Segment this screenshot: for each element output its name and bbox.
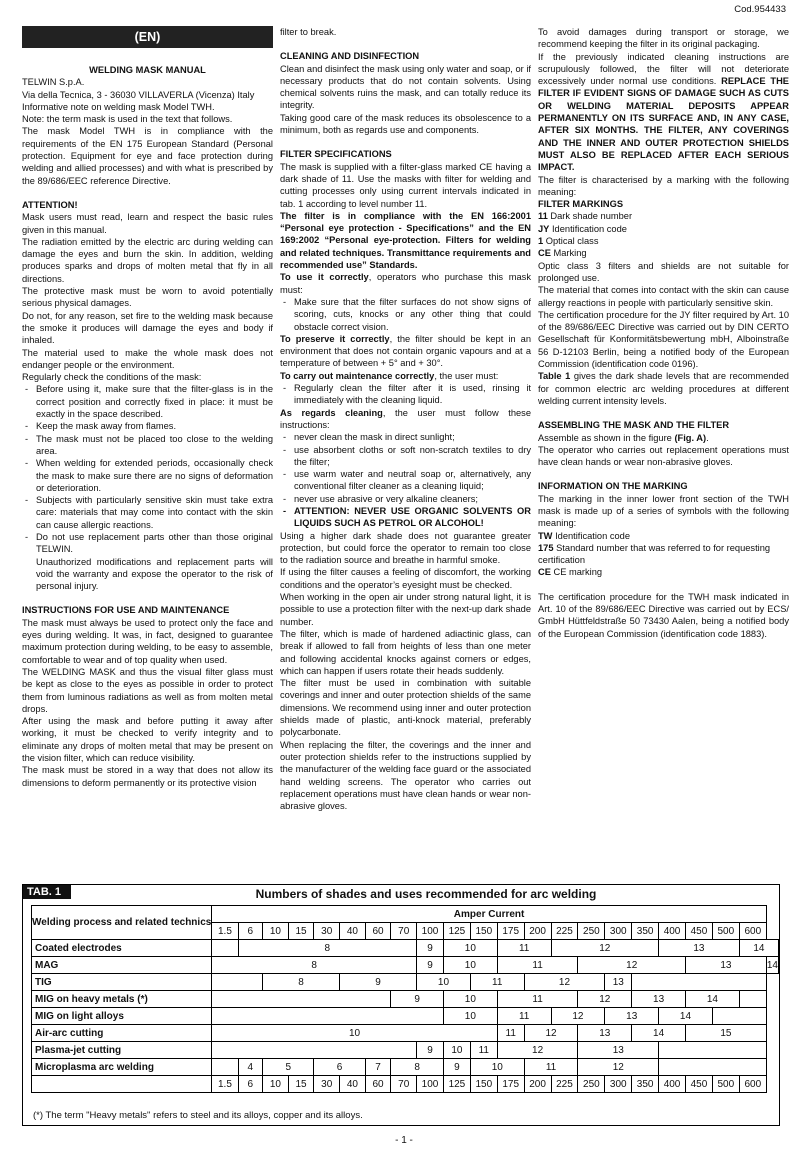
list-item: - Before using it, make sure that the filter-glass is in the correct position and correctly fixed in place: it must be exactly in the space described. xyxy=(22,383,273,420)
current-value-cell: 250 xyxy=(578,1076,605,1093)
shade-cell: 8 xyxy=(238,940,416,957)
table-row xyxy=(32,940,779,957)
use-correctly-lead: To use it correctly xyxy=(280,272,369,283)
attention-heading: ATTENTION! xyxy=(22,199,78,210)
info-mark-row xyxy=(538,542,789,567)
shade-cell xyxy=(212,940,238,957)
current-value-cell: 30 xyxy=(314,1076,340,1093)
assembling-paragraph-2: The operator who carries out replacement operations must have clean hands or wear non-abrasive gloves. xyxy=(538,444,789,468)
current-value-cell: 60 xyxy=(365,1076,391,1093)
current-value-cell: 350 xyxy=(632,1076,659,1093)
shade-cell: 11 xyxy=(470,1042,497,1059)
filter-spec-paragraph: The mask is supplied with a filter-glass marked CE having a dark shade of 11. Use the masks with filter for welding and cutting processes only using current intervals indicated in tab. 1 according to level number 11. xyxy=(280,161,531,209)
current-value-cell: 10 xyxy=(263,923,289,940)
current-value-cell: 225 xyxy=(551,1076,578,1093)
shade-cell: 4 xyxy=(238,1059,262,1076)
current-value-cell: 10 xyxy=(263,1076,289,1093)
shade-cell: 15 xyxy=(685,1025,766,1042)
empty-cell xyxy=(32,1076,212,1093)
marking-intro: The filter is characterised by a marking with the following meaning: xyxy=(538,174,789,197)
filter-markings-heading: FILTER MARKINGS xyxy=(538,199,624,210)
current-value-cell: 175 xyxy=(497,923,524,940)
shade-cell: 13 xyxy=(632,991,686,1008)
list-item: - Make sure that the filter surfaces do not show signs of scoring, cuts, knocks or any other thing that could obstacle correct vision. xyxy=(280,296,531,333)
maintenance-list xyxy=(280,382,531,407)
filter-paragraph: When working in the open air under strong natural light, it is possible to use a protection filter with the next-up dark shade number. xyxy=(280,592,531,627)
amper-header-cell: Amper Current xyxy=(212,906,767,923)
replace-paragraph xyxy=(538,51,789,174)
current-value-cell: 1.5 xyxy=(212,923,238,940)
table-reference-rest: gives the dark shade levels that are recommended for common electric arc welding procedures at different welding current intensity levels. xyxy=(538,371,789,406)
attention-paragraph: Do not, for any reason, set fire to the welding mask because the smoke it produces will damage the eyes and body if inhaled. xyxy=(22,310,273,346)
current-value-cell: 400 xyxy=(659,1076,686,1093)
filter-paragraph: When replacing the filter, the coverings and the inner and outer protection shields refer to the instructions supplied by the manufacturer of the welding face guard or the associated hand welding screens. The operator who carries out replacement operations must have clean hands or wear non-abrasive gloves. xyxy=(280,739,531,812)
informative-note: Informative note on welding mask Model TWH. xyxy=(22,101,215,112)
shade-cell: 11 xyxy=(497,940,551,957)
current-value-cell: 200 xyxy=(524,1076,551,1093)
process-name-cell: Plasma-jet cutting xyxy=(32,1042,212,1059)
shade-cell: 14 xyxy=(766,957,778,974)
shade-cell: 10 xyxy=(470,1059,524,1076)
current-value-cell: 500 xyxy=(712,1076,739,1093)
shade-cell xyxy=(659,1059,767,1076)
assembling-heading: ASSEMBLING THE MASK AND THE FILTER xyxy=(538,420,730,431)
shade-cell xyxy=(712,1008,766,1025)
current-value-cell: 150 xyxy=(470,1076,497,1093)
document-code: Cod.954433 xyxy=(734,4,786,15)
use-correctly-rest: , operators who purchase this mask must: xyxy=(280,272,531,295)
cleaning-paragraph: Clean and disinfect the mask using only water and soap, or if necessary products that do not contain solvents. Using chemical solvents ruins the mask, and can totally reduce its integrity. xyxy=(280,63,531,111)
manual-title: WELDING MASK MANUAL xyxy=(89,65,206,75)
assembling-end: . xyxy=(706,432,709,443)
shade-cell xyxy=(659,1042,767,1059)
preserve-correctly xyxy=(280,333,531,370)
list-item: - Do not use replacement parts other than those original TELWIN. xyxy=(22,531,273,556)
info-mark-code: 175 xyxy=(538,542,554,553)
current-value-cell: 15 xyxy=(288,1076,314,1093)
continued-text: filter to break. xyxy=(280,27,337,37)
shade-cell: 8 xyxy=(391,1059,444,1076)
current-value-cell: 60 xyxy=(365,923,391,940)
info-mark-row xyxy=(538,530,789,542)
unauthorized-note: Unauthorized modifications and replacement parts will void the warranty and expose the operator to the risk of personal injury. xyxy=(36,556,273,592)
shade-cell xyxy=(212,991,391,1008)
current-value-cell: 150 xyxy=(470,923,497,940)
shade-cell: 9 xyxy=(391,991,444,1008)
column-1 xyxy=(22,26,273,789)
shade-cell: 13 xyxy=(578,1042,659,1059)
instructions-paragraph: The mask must always be used to protect only the face and eyes during welding. It was, in fact, designed to guarantee maximum protection during welding, to be easy to assemble, comfortable to wear and of top quality when used. xyxy=(22,617,273,665)
filter-paragraph: If using the filter causes a feeling of discomfort, the working conditions and the operator’s eyesight must be checked. xyxy=(280,567,531,590)
optic-class-note: Optic class 3 filters and shields are not suitable for prolonged use. xyxy=(538,260,789,283)
info-mark-row xyxy=(538,566,789,578)
current-value-cell: 200 xyxy=(524,923,551,940)
info-mark-text: Standard number that was referred to for requesting certification xyxy=(538,542,771,566)
table-row xyxy=(32,974,779,991)
shade-cell: 5 xyxy=(263,1059,314,1076)
process-name-cell: Coated electrodes xyxy=(32,940,212,957)
shade-cell: 10 xyxy=(443,940,497,957)
attention-paragraph: The material used to make the whole mask does not endanger people or the environment. xyxy=(22,347,273,370)
marking-row xyxy=(538,223,789,235)
shade-cell: 10 xyxy=(443,1008,497,1025)
table-row xyxy=(32,1059,779,1076)
shade-cell: 10 xyxy=(443,991,497,1008)
current-value-cell: 450 xyxy=(685,923,712,940)
shade-cell: 14 xyxy=(659,1008,713,1025)
marking-text: Identification code xyxy=(551,223,627,234)
current-value-cell: 70 xyxy=(391,1076,417,1093)
shade-cell: 10 xyxy=(212,1025,497,1042)
table-header-row xyxy=(32,906,779,923)
cleaning-list xyxy=(280,431,531,529)
regards-rest: , the user must follow these instructions: xyxy=(280,407,531,430)
shade-cell: 9 xyxy=(417,1042,444,1059)
info-mark-code: CE xyxy=(538,567,551,578)
shade-cell: 13 xyxy=(659,940,740,957)
current-values-row-bottom xyxy=(32,1076,779,1093)
process-name-cell: MAG xyxy=(32,957,212,974)
term-note: Note: the term mask is used in the text that follows. xyxy=(22,114,233,125)
instructions-paragraph: The WELDING MASK and thus the visual filter glass must be kept as close to the eyes as possible in order to protect them from luminous radiations as well as from molten metal drops. xyxy=(22,666,273,714)
current-value-cell: 100 xyxy=(417,1076,444,1093)
info-mark-text: Identification code xyxy=(555,530,631,541)
shade-cell: 11 xyxy=(524,1059,578,1076)
shade-cell: 11 xyxy=(497,957,578,974)
preserve-lead: To preserve it correctly xyxy=(280,333,390,344)
shade-table xyxy=(31,905,779,1093)
current-value-cell: 40 xyxy=(340,923,366,940)
transport-paragraph: To avoid damages during transport or storage, we recommend keeping the filter in its original packaging. xyxy=(538,27,789,50)
table-row xyxy=(32,1008,779,1025)
shade-cell xyxy=(212,1059,238,1076)
current-value-cell: 70 xyxy=(391,923,417,940)
shade-cell: 12 xyxy=(578,991,632,1008)
process-name-cell: Air-arc cutting xyxy=(32,1025,212,1042)
list-item: - never clean the mask in direct sunlight; xyxy=(280,431,531,443)
instructions-paragraph: The mask must be stored in a way that does not allow its dimensions to deform permanently or its protective vision xyxy=(22,765,273,788)
maintenance-rest: , the user must: xyxy=(434,370,499,381)
regards-cleaning xyxy=(280,407,531,432)
current-value-cell: 175 xyxy=(497,1076,524,1093)
replace-plain: If the previously indicated cleaning instructions are scrupulously followed, the filter will not deteriorate excessively under normal use conditions. xyxy=(538,51,789,87)
list-item: - The mask must not be placed too close to the welding area. xyxy=(22,433,273,458)
shade-cell: 11 xyxy=(497,991,578,1008)
current-value-cell: 100 xyxy=(417,923,444,940)
check-list xyxy=(22,383,273,555)
shade-cell: 9 xyxy=(340,974,417,991)
shade-cell: 10 xyxy=(443,957,497,974)
shade-cell xyxy=(212,974,263,991)
figure-reference: (Fig. A) xyxy=(674,432,707,443)
current-value-cell: 350 xyxy=(632,923,659,940)
current-value-cell: 400 xyxy=(659,923,686,940)
shade-cell: 11 xyxy=(497,1008,551,1025)
process-name-cell: Microplasma arc welding xyxy=(32,1059,212,1076)
table-title: Numbers of shades and uses recommended for arc welding xyxy=(255,887,597,901)
filter-paragraph: Using a higher dark shade does not guarantee greater protection, but could force the operator to remain too close to the radiation source and breathe in harmful smoke. xyxy=(280,530,531,566)
table-reference-bold: Table 1 xyxy=(538,371,571,382)
shade-cell: 8 xyxy=(263,974,340,991)
shade-cell: 11 xyxy=(470,974,524,991)
shade-cell: 12 xyxy=(497,1042,578,1059)
info-marking-paragraph: The marking in the inner lower front section of the TWH mask is made up of a series of symbols with the following meaning: xyxy=(538,493,789,529)
shade-cell: 14 xyxy=(685,991,739,1008)
list-item: - use absorbent cloths or soft non-scratch textiles to dry the filter; xyxy=(280,444,531,469)
table-row xyxy=(32,991,779,1008)
attention-paragraph: Regularly check the conditions of the mask: xyxy=(22,372,202,383)
current-value-cell: 40 xyxy=(340,1076,366,1093)
shade-cell: 6 xyxy=(314,1059,365,1076)
marking-row xyxy=(538,247,789,259)
list-item: - never use abrasive or very alkaline cleaners; xyxy=(280,493,531,505)
marking-code: 1 xyxy=(538,236,544,247)
marking-text: Dark shade number xyxy=(550,211,633,222)
shade-cell: 13 xyxy=(605,974,632,991)
current-value-cell: 500 xyxy=(712,923,739,940)
cleaning-paragraph: Taking good care of the mask reduces its obsolescence to a minimum, both as regards use and components. xyxy=(280,112,531,136)
assembling-plain: Assemble as shown in the figure xyxy=(538,432,675,443)
attention-paragraph: Mask users must read, learn and respect the basic rules given in this manual. xyxy=(22,212,273,235)
info-marking-heading: INFORMATION ON THE MARKING xyxy=(538,481,688,492)
shade-cell: 11 xyxy=(497,1025,524,1042)
list-item: - Regularly clean the filter after it is used, rinsing it immediately with the cleaning liquid. xyxy=(280,382,531,407)
assembling-paragraph xyxy=(538,432,789,444)
column-3 xyxy=(538,26,789,640)
cleaning-heading: CLEANING AND DISINFECTION xyxy=(280,51,420,62)
table-reference xyxy=(538,370,789,407)
list-item: - Subjects with particularly sensitive skin must take extra care: materials that may come into contact with the skin can cause allergic reactions. xyxy=(22,494,273,531)
marking-text: Marking xyxy=(553,248,587,259)
shade-cell: 14 xyxy=(739,940,778,957)
current-value-cell: 6 xyxy=(238,1076,262,1093)
attention-paragraph: The protective mask must be worn to avoid potentially serious physical damages. xyxy=(22,286,273,309)
shade-cell: 12 xyxy=(551,940,659,957)
use-correctly xyxy=(280,271,531,296)
shade-cell: 12 xyxy=(578,1059,659,1076)
shade-cell: 13 xyxy=(578,1025,632,1042)
table-row xyxy=(32,1042,779,1059)
shade-cell: 13 xyxy=(605,1008,659,1025)
column-2 xyxy=(280,26,531,812)
marking-code: CE xyxy=(538,248,551,259)
maintenance-correctly xyxy=(280,370,531,382)
current-value-cell: 125 xyxy=(443,923,470,940)
current-value-cell: 6 xyxy=(238,923,262,940)
allergy-note: The material that comes into contact with the skin can cause allergy reactions in people with particularly sensitive skin. xyxy=(538,285,789,308)
replace-bold: REPLACE THE FILTER IF EVIDENT SIGNS OF DAMAGE SUCH AS CUTS OR WELDING MATERIAL DEPOSITS APPEAR PERMANENTLY ON ITS SURFACE AND, IN ANY CASE, AFTER SIX MONTHS. THE FILTER, ANY COVERINGS AND THE INNER AND OUTER PROTECTION SHIELDS MUST ALSO BE REPLACED AFTER EACH SERIOUS IMPACT. xyxy=(538,76,789,173)
instructions-heading: INSTRUCTIONS FOR USE AND MAINTENANCE xyxy=(22,605,230,616)
shade-cell: 10 xyxy=(417,974,471,991)
instructions-paragraph: After using the mask and before putting it away after working, it must be checked to verify integrity and to eliminate any drops of molten metal that may be present on the vision filter, which can reduce visibility. xyxy=(22,716,273,764)
filter-standards: The filter is in compliance with the EN 166:2001 “Personal eye protection - Specifications” and the EN 169:2002 “Personal eye-protection. Filters for welding and related techniques. Transmittance requirements and recommended use” Standards. xyxy=(280,210,531,271)
shade-cell: 12 xyxy=(578,957,686,974)
shade-cell: 7 xyxy=(365,1059,391,1076)
marking-row xyxy=(538,235,789,247)
shade-cell: 10 xyxy=(443,1042,470,1059)
certification-twh: The certification procedure for the TWH mask indicated in Art. 10 of the 89/686/EEC Directive was carried out by ECS/ GmbH Hüttfeldstraße 50 73430 Aalen, being a notified body of the European Commission (identification code 1883). xyxy=(538,591,789,639)
filter-paragraph: The filter, which is made of hardened adiactinic glass, can break if allowed to fall from heights of less than one meter and following accidental knocks against corners or edges, which can happen if users rotate their heads suddenly. xyxy=(280,628,531,676)
current-value-cell: 450 xyxy=(685,1076,712,1093)
language-badge: (EN) xyxy=(22,26,273,48)
shade-cell xyxy=(739,991,766,1008)
shade-cell: 12 xyxy=(524,1025,578,1042)
current-value-cell: 300 xyxy=(605,1076,632,1093)
current-value-cell: 600 xyxy=(739,1076,766,1093)
attention-paragraph: The radiation emitted by the electric arc during welding can damage the eyes and burn the skin. In addition, welding produces sparks and drops of molten metal that fly in all directions. xyxy=(22,236,273,284)
maintenance-lead: To carry out maintenance correctly xyxy=(280,370,435,381)
shade-cell: 12 xyxy=(524,974,605,991)
current-value-cell: 15 xyxy=(288,923,314,940)
marking-row xyxy=(538,210,789,222)
shade-cell: 12 xyxy=(551,1008,605,1025)
regards-lead: As regards cleaning xyxy=(280,407,383,418)
shade-table-container xyxy=(22,884,780,1126)
process-name-cell: TIG xyxy=(32,974,212,991)
marking-code: JY xyxy=(538,223,550,234)
filter-spec-heading: FILTER SPECIFICATIONS xyxy=(280,149,392,160)
use-list xyxy=(280,296,531,333)
marking-code: 11 xyxy=(538,211,548,222)
current-value-cell: 250 xyxy=(578,923,605,940)
shade-cell: 14 xyxy=(632,1025,686,1042)
process-name-cell: MIG on heavy metals (*) xyxy=(32,991,212,1008)
list-item: - Keep the mask away from flames. xyxy=(22,420,273,432)
process-name-cell: MIG on light alloys xyxy=(32,1008,212,1025)
shade-cell: 8 xyxy=(212,957,417,974)
table-label: TAB. 1 xyxy=(23,885,71,899)
table-row xyxy=(32,957,779,974)
compliance-intro: The mask Model TWH is in compliance with the requirements of the EN 175 European Standard (Personal protection. Equipment for eye and face protection during welding and allied processes) and with what is prescribed by the 89/686/EEC reference Directive. xyxy=(22,126,273,186)
shade-cell: 13 xyxy=(685,957,766,974)
current-value-cell: 600 xyxy=(739,923,766,940)
current-value-cell: 225 xyxy=(551,923,578,940)
current-value-cell: 1.5 xyxy=(212,1076,238,1093)
company-name: TELWIN S.p.A. xyxy=(22,77,85,88)
shade-cell xyxy=(212,1042,417,1059)
shade-cell: 9 xyxy=(443,1059,470,1076)
current-value-cell: 30 xyxy=(314,923,340,940)
list-item: - use warm water and neutral soap or, alternatively, any conventional filter cleaner as a cleaning liquid; xyxy=(280,468,531,493)
shade-cell: 9 xyxy=(417,957,444,974)
list-item: - When welding for extended periods, occasionally check the mask to make sure there are no signs of deformation or deterioration. xyxy=(22,457,273,494)
table-row xyxy=(32,1025,779,1042)
shade-cell xyxy=(632,974,767,991)
table-footnote: (*) The term "Heavy metals" refers to steel and its alloys, copper and its alloys. xyxy=(33,1110,363,1121)
shade-cell: 9 xyxy=(417,940,444,957)
current-value-cell: 300 xyxy=(605,923,632,940)
page-number: - 1 - xyxy=(395,1135,413,1146)
list-item-warning: - ATTENTION: NEVER USE ORGANIC SOLVENTS OR LIQUIDS SUCH AS PETROL OR ALCOHOL! xyxy=(280,505,531,530)
row-header-cell: Welding process and related technics xyxy=(32,906,212,940)
preserve-rest: , the filter should be kept in an environment that does not contain organic vapours and at a temperature of between + 5° and + 30°. xyxy=(280,333,531,369)
marking-text: Optical class xyxy=(545,236,599,247)
info-mark-text: CE marking xyxy=(553,567,603,578)
certification-jy: The certification procedure for the JY filter required by Art. 10 of the 89/686/EEC Directive was carried out by DIN CERTO Gesellschaft für Konformitätsbewertung mbH, Alboinstraße 56 D-12103 Berlin, being a notified body of the European Commission (identification code 0196). xyxy=(538,309,789,370)
company-address: Via della Tecnica, 3 - 36030 VILLAVERLA (Vicenza) Italy xyxy=(22,89,255,100)
filter-paragraph: The filter must be used in combination with suitable coverings and inner and outer protection shields of the same dimensions. We recommend using inner and outer protection shields made of plastic, anti-knock material, preferably polycarbonate. xyxy=(280,678,531,738)
current-value-cell: 125 xyxy=(443,1076,470,1093)
info-mark-code: TW xyxy=(538,530,553,541)
shade-cell xyxy=(212,1008,444,1025)
